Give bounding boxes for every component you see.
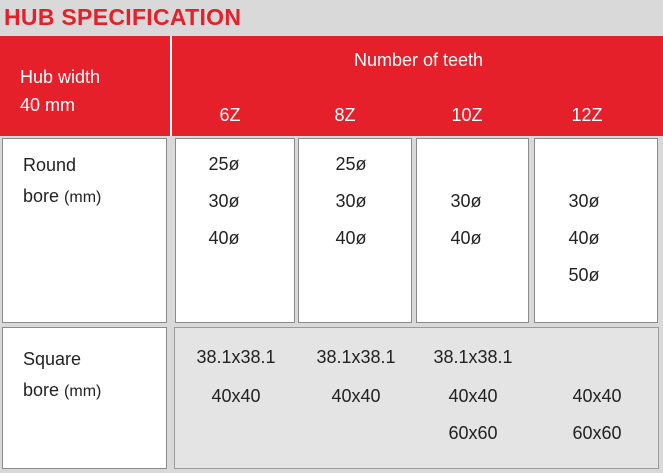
square-10z-v1: 38.1x38.1 xyxy=(433,347,513,367)
square-6z-v1: 38.1x38.1 xyxy=(196,347,276,367)
square-bore-word: bore xyxy=(23,380,60,400)
square-10z-v2: 40x40 xyxy=(448,386,498,406)
round-8z-v3: 40ø xyxy=(335,228,367,248)
col-header-8z: 8Z xyxy=(334,105,356,125)
col-header-6z: 6Z xyxy=(219,105,241,125)
hub-width-label: Hub width xyxy=(20,67,101,87)
teeth-header xyxy=(174,36,663,84)
round-bore-word: bore xyxy=(23,186,60,206)
round-6z-cell xyxy=(175,138,295,323)
round-12z-v2: 40ø xyxy=(568,228,600,248)
round-8z-cell xyxy=(298,138,412,323)
round-10z-v1: 30ø xyxy=(450,191,482,211)
square-values-cell xyxy=(174,327,659,469)
square-10z-v3: 60x60 xyxy=(448,423,498,443)
square-12z-v1: 40x40 xyxy=(572,386,622,406)
hub-width-header xyxy=(0,36,172,136)
round-8z-v2: 30ø xyxy=(335,191,367,211)
square-12z-v2: 60x60 xyxy=(572,423,622,443)
square-bore-label-cell xyxy=(2,327,167,469)
hub-width-value: 40 mm xyxy=(20,95,76,115)
round-10z-cell xyxy=(416,138,529,323)
round-label: Round xyxy=(23,155,77,175)
round-12z-v1: 30ø xyxy=(568,191,600,211)
col-header-12z: 12Z xyxy=(571,105,603,125)
round-12z-cell xyxy=(534,138,658,323)
round-bore-label-cell xyxy=(2,138,167,323)
round-10z-v2: 40ø xyxy=(450,228,482,248)
round-unit: (mm) xyxy=(64,189,102,206)
round-6z-v3: 40ø xyxy=(208,228,240,248)
square-8z-v1: 38.1x38.1 xyxy=(316,347,396,367)
square-unit: (mm) xyxy=(64,383,102,400)
square-label: Square xyxy=(23,349,82,369)
page-title: HUB SPECIFICATION xyxy=(4,4,242,30)
square-8z-v2: 40x40 xyxy=(331,386,381,406)
round-6z-v2: 30ø xyxy=(208,191,240,211)
teeth-label: Number of teeth xyxy=(353,50,484,70)
round-12z-v3: 50ø xyxy=(568,265,600,285)
round-8z-v1: 25ø xyxy=(335,154,367,174)
square-6z-v2: 40x40 xyxy=(211,386,261,406)
round-6z-v1: 25ø xyxy=(208,154,240,174)
col-header-10z: 10Z xyxy=(451,105,483,125)
